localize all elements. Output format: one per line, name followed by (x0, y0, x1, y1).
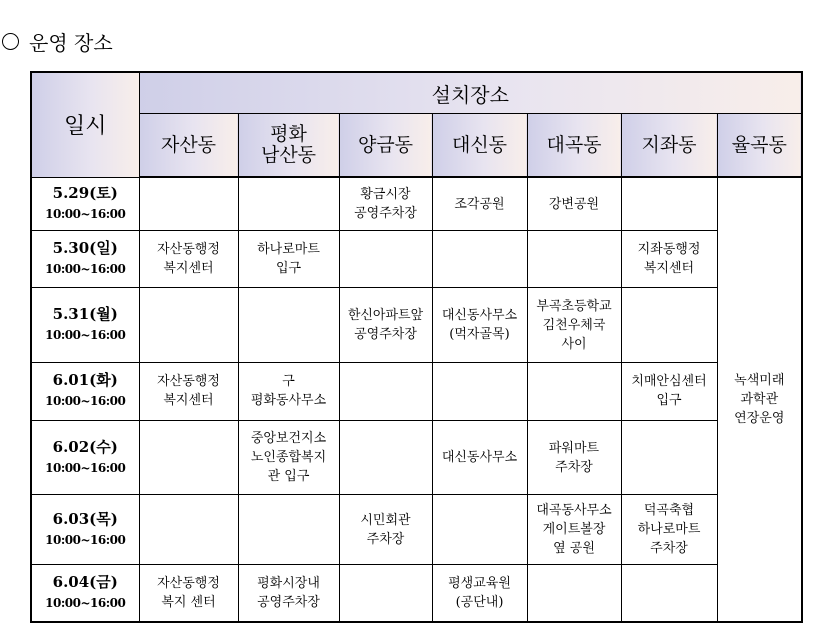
location-cell (238, 177, 339, 231)
location-cell (621, 420, 717, 494)
date-cell (31, 288, 139, 362)
date-time: 10:00~16:00 (45, 596, 126, 611)
location-cell: 강변공원 (527, 177, 621, 231)
date-day: 6.04(금) (52, 573, 118, 592)
location-cell: 하나로마트 입구 (238, 231, 339, 288)
location-cell (527, 362, 621, 420)
date-time: 10:00~16:00 (45, 262, 126, 277)
location-group-header: 설치장소 (139, 72, 802, 114)
location-cell (139, 288, 238, 362)
location-cell (339, 231, 432, 288)
location-cell (139, 177, 238, 231)
date-day: 6.01(화) (52, 371, 118, 390)
table-row (31, 177, 802, 231)
location-cell (238, 288, 339, 362)
table-row (31, 565, 802, 622)
location-cell: 중앙보건지소 노인종합복지 관 입구 (238, 420, 339, 494)
date-day: 5.29(토) (52, 183, 118, 202)
date-day: 6.02(수) (52, 437, 118, 456)
yulgok-merged-cell: 녹색미래 과학관 연장운영 (717, 177, 802, 622)
location-cell (139, 495, 238, 565)
location-cell: 치매안심센터 입구 (621, 362, 717, 420)
dong-header-yulgok: 율곡동 (717, 114, 802, 178)
location-cell: 조각공원 (432, 177, 527, 231)
location-cell (527, 565, 621, 622)
section-heading-text: 운영 장소 (29, 30, 113, 55)
location-cell (432, 362, 527, 420)
location-cell: 평화시장내 공영주차장 (238, 565, 339, 622)
section-heading (2, 26, 113, 56)
location-cell (339, 565, 432, 622)
location-cell: 부곡초등학교 김천우체국 사이 (527, 288, 621, 362)
location-cell: 한신아파트앞 공영주차장 (339, 288, 432, 362)
location-cell: 덕곡축협 하나로마트 주차장 (621, 495, 717, 565)
date-time: 10:00~16:00 (45, 206, 126, 221)
location-cell (339, 362, 432, 420)
location-cell: 파워마트 주차장 (527, 420, 621, 494)
location-cell: 자산동행정 복지 센터 (139, 565, 238, 622)
date-cell (31, 420, 139, 494)
location-cell: 대곡동사무소 게이트볼장 옆 공원 (527, 495, 621, 565)
location-cell (432, 231, 527, 288)
date-cell (31, 495, 139, 565)
date-column-header: 일시 (31, 72, 139, 177)
location-cell: 황금시장 공영주차장 (339, 177, 432, 231)
schedule-table (30, 71, 803, 623)
dong-header-daesin: 대신동 (432, 114, 527, 178)
location-cell: 대신동사무소 (먹자골목) (432, 288, 527, 362)
date-time: 10:00~16:00 (45, 394, 126, 409)
table-row (31, 288, 802, 362)
location-cell (139, 420, 238, 494)
location-cell: 평생교육원 (공단내) (432, 565, 527, 622)
date-time: 10:00~16:00 (45, 532, 126, 547)
table-row (31, 495, 802, 565)
table-row (31, 420, 802, 494)
table-row (31, 362, 802, 420)
dong-header-jijwa: 지좌동 (621, 114, 717, 178)
dong-header-pyeonghwa-namsan: 평화 남산동 (238, 114, 339, 178)
location-cell: 대신동사무소 (432, 420, 527, 494)
date-cell (31, 231, 139, 288)
location-cell (238, 495, 339, 565)
location-cell (621, 177, 717, 231)
date-day: 6.03(목) (52, 509, 118, 528)
date-day: 5.31(월) (52, 305, 118, 324)
dong-header-yanggeum: 양금동 (339, 114, 432, 178)
location-cell: 구 평화동사무소 (238, 362, 339, 420)
dong-header-daegok: 대곡동 (527, 114, 621, 178)
date-cell (31, 565, 139, 622)
circle-bullet-icon (2, 33, 19, 50)
location-cell: 지좌동행정 복지센터 (621, 231, 717, 288)
date-time: 10:00~16:00 (45, 328, 126, 343)
date-day: 5.30(일) (52, 239, 118, 258)
dong-header-jasan: 자산동 (139, 114, 238, 178)
location-cell (339, 420, 432, 494)
location-cell: 자산동행정 복지센터 (139, 231, 238, 288)
date-time: 10:00~16:00 (45, 460, 126, 475)
table-row (31, 231, 802, 288)
location-cell (621, 565, 717, 622)
location-cell: 시민회관 주차장 (339, 495, 432, 565)
location-cell: 자산동행정 복지센터 (139, 362, 238, 420)
date-cell (31, 362, 139, 420)
location-cell (432, 495, 527, 565)
location-cell (621, 288, 717, 362)
date-cell (31, 177, 139, 231)
location-cell (527, 231, 621, 288)
